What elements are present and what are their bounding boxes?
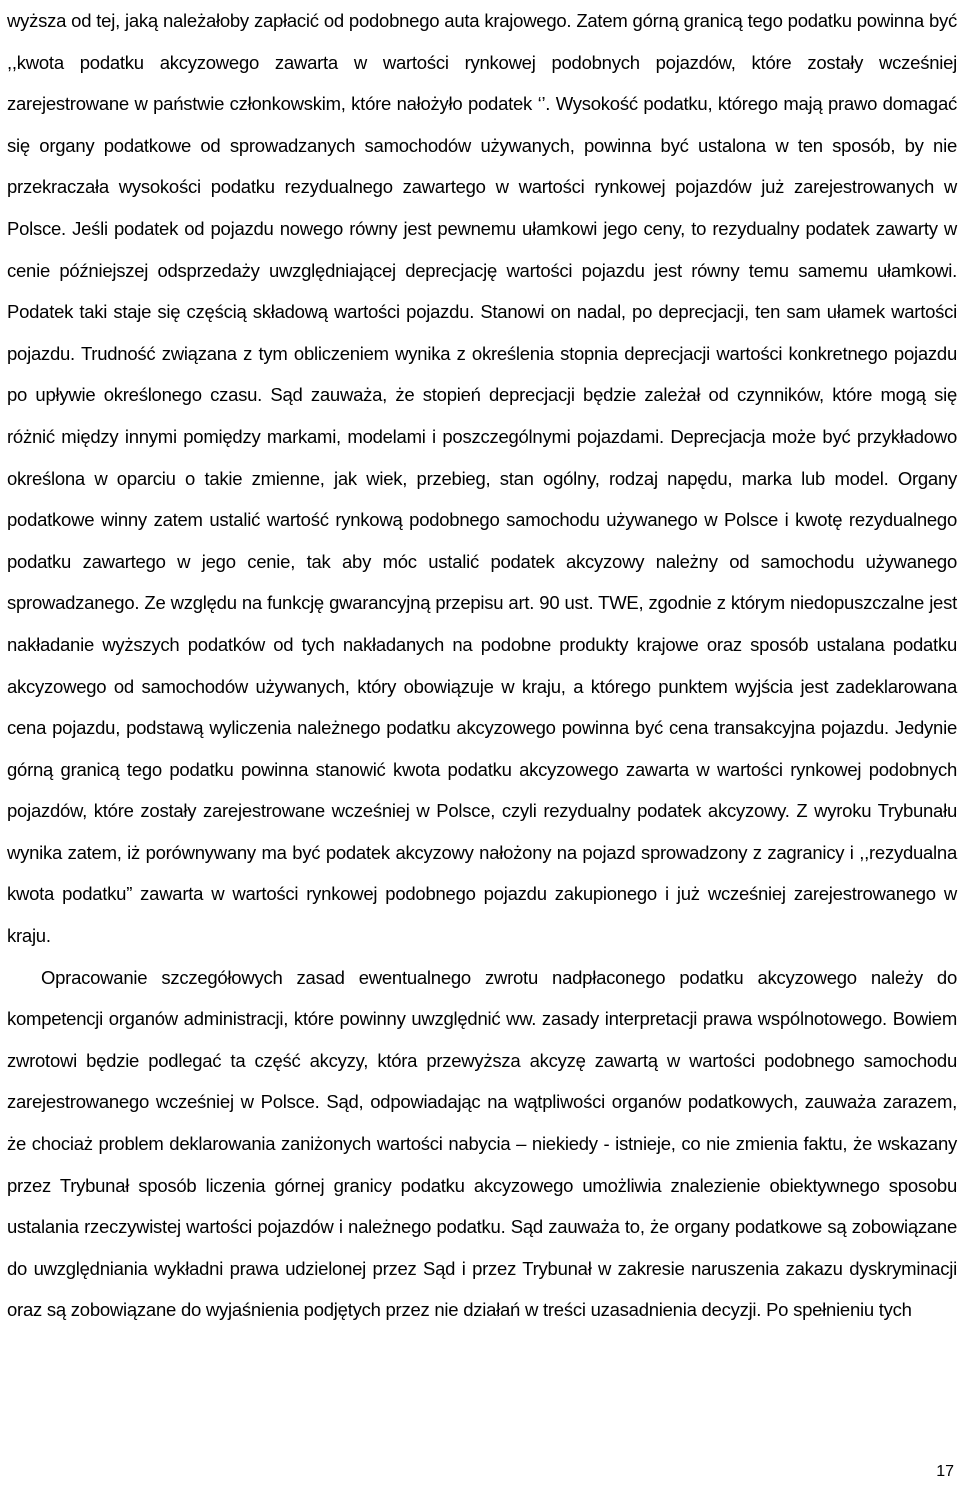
paragraph-refund-competence: Opracowanie szczegółowych zasad ewentualnego zwrotu nadpłaconego podatku akcyzowego należy do kompetencji organów administracji, które powinny uwzględnić ww. zasady interpretacji prawa wspólnotowego. Bowiem zwrotowi będzie podlegać ta część akcyzy, która przewyższa akcyzę zawartą w wartości podobnego samochodu zarejestrowanego wcześniej w Polsce. Sąd, odpowiadając na wątpliwości organów podatkowych, zauważa zarazem, że chociaż problem deklarowania zaniżonych wartości nabycia – niekiedy - istnieje, co nie zmienia faktu, że wskazany przez Trybunał sposób liczenia górnej granicy podatku akcyzowego umożliwia znalezienie obiektywnego sposobu ustalania rzeczywistej wartości pojazdów i należnego podatku. Sąd zauważa to, że organy podatkowe są zobowiązane do uwzględniania wykładni prawa udzielonej przez Sąd i przez Trybunał w zakresie naruszenia zakazu dyskryminacji oraz są zobowiązane do wyjaśnienia podjętych przez nie działań w treści uzasadnienia decyzji. Po spełnieniu tych — [7, 966, 957, 1321]
paragraph-excise-upper-limit: wyższa od tej, jaką należałoby zapłacić od podobnego auta krajowego. Zatem górną granicą tego podatku powinna być ,,kwota podatku akcyzowego zawarta w wartości rynkowej podobnych pojazdów, które zostały wcześniej zarejestrowane w państwie członkowskim, które nałożyło podatek ‘’. Wysokość podatku, którego mają prawo domagać się organy podatkowe od sprowadzanych samochodów używanych, powinna być ustalona w ten sposób, by nie przekraczała wysokości podatku rezydualnego zawartego w wartości rynkowej pojazdów już zarejestrowanych w Polsce. Jeśli podatek od pojazdu nowego równy jest pewnemu ułamkowi jego ceny, to rezydualny podatek zawarty w cenie późniejszej odsprzedaży uwzględniającej deprecjację wartości pojazdu jest równy temu samemu ułamkowi. Podatek taki staje się częścią składową wartości pojazdu. Stanowi on nadal, po deprecjacji, ten sam ułamek wartości pojazdu. Trudność związana z tym obliczeniem wynika z określenia stopnia deprecjacji wartości konkretnego pojazdu po upływie określonego czasu. Sąd zauważa, że stopień deprecjacji będzie zależał od czynników, które mogą się różnić między innymi pomiędzy markami, modelami i poszczególnymi pojazdami. Deprecjacja może być przykładowo określona w oparciu o takie zmienne, jak wiek, przebieg, stan ogólny, rodzaj napędu, marka lub model. Organy podatkowe winny zatem ustalić wartość rynkową podobnego samochodu używanego w Polsce i kwotę rezydualnego podatku zawartego w jego cenie, tak aby móc ustalić podatek akcyzowy należny od samochodu używanego sprowadzanego. Ze względu na funkcję gwarancyjną przepisu art. 90 ust. TWE, zgodnie z którym niedopuszczalne jest nakładanie wyższych podatków od tych nakładanych na podobne produkty krajowe oraz sposób ustalana podatku akcyzowego od samochodów używanych, który obowiązuje w kraju, a którego punktem wyjścia jest zadeklarowana cena pojazdu, podstawą wyliczenia należnego podatku akcyzowego powinna być cena transakcyjna pojazdu. Jedynie górną granicą tego podatku powinna stanowić kwota podatku akcyzowego zawarta w wartości rynkowej podobnych pojazdów, które zostały zarejestrowane wcześniej w Polsce, czyli rezydualny podatek akcyzowy. Z wyroku Trybunału wynika zatem, iż porównywany ma być podatek akcyzowy nałożony na pojazd sprowadzony z zagranicy i ,,rezydualna kwota podatku” zawarta w wartości rynkowej podobnego pojazdu zakupionego i już wcześniej zarejestrowanego w kraju. — [7, 10, 957, 947]
document-body — [7, 0, 957, 1331]
page-number: 17 — [936, 1463, 954, 1480]
